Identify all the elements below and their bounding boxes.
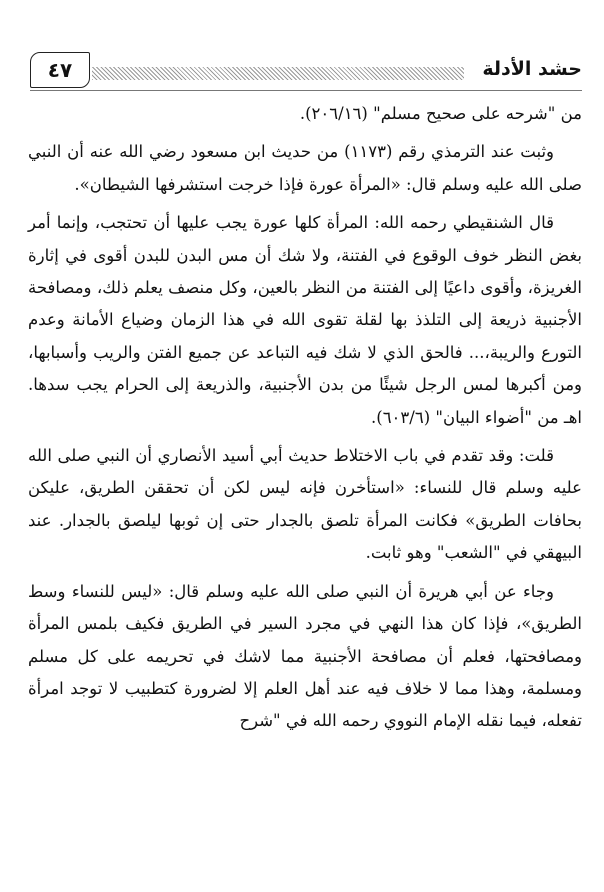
paragraph-continuation: من "شرحه على صحيح مسلم" (٢٠٦/١٦). [299,104,582,123]
paragraph-shanqiti-quote: قال الشنقيطي رحمه الله: المرأة كلها عورة يجب عليها أن تحتجب، وإنما أمر بغض النظر خوف الوقوع في الفتنة، ولا شك أن مس البدن للبدن أقوى في إثارة الغريزة، وأقوى داعيًا إلى الفتنة من النظر بالعين، وكل منصف يعلم ذلك، ومصافحة الأجنبية ذريعة إلى التلذذ بها لقلة تقوى الله في هذا الزمان وضياع الأمانة وعدم التورع والريبة،... فالحق الذي لا شك فيه التباعد عن جميع الفتن والريب وأسبابها، ومن أكبرها لمس الرجل شيئًا من بدن الأجنبية، والذريعة إلى الحرام يجب سدها. اهـ من "أضواء البيان" (٦٠٣/٦). [28,213,582,427]
page-number-box [30,52,90,88]
header-ornament-band [92,67,464,80]
page-number: ٤٧ [47,58,73,82]
paragraph-abu-usayd-hadith: قلت: وقد تقدم في باب الاختلاط حديث أبي أسيد الأنصاري أن النبي صلى الله عليه وسلم قال للنساء: «استأخرن فإنه ليس لكن أن تحققن الطريق، عليكن بحافات الطريق» فكانت المرأة تلصق بالجدار حتى إن ثوبها ليلصق بالجدار. عند البيهقي في "الشعب" وهو ثابت. [28,446,582,563]
paragraph-abu-hurayra-hadith: وجاء عن أبي هريرة أن النبي صلى الله عليه وسلم قال: «ليس للنساء وسط الطريق»، فإذا كان هذا النهي في مجرد السير في الطريق فكيف بلمس المرأة ومصافحتها، فعلم أن مصافحة الأجنبية مما لاشك في تحريمه على كل مسلم ومسلمة، وهذا مما لا خلاف فيه عند أهل العلم إلا لضرورة كتطبيب لا توجد امرأة تفعله، فيما نقله الإمام النووي رحمه الله في "شرح [28,581,582,731]
header-rule [30,90,582,91]
page-body [28,98,582,738]
book-title: حشد الأدلة [476,58,582,80]
running-header [22,52,582,92]
paragraph-tirmidhi-hadith: وثبت عند الترمذي رقم (١١٧٣) من حديث ابن مسعود رضي الله عنه أن النبي صلى الله عليه وسلم قال: «المرأة عورة فإذا خرجت استشرفها الشيطان». [28,142,582,194]
